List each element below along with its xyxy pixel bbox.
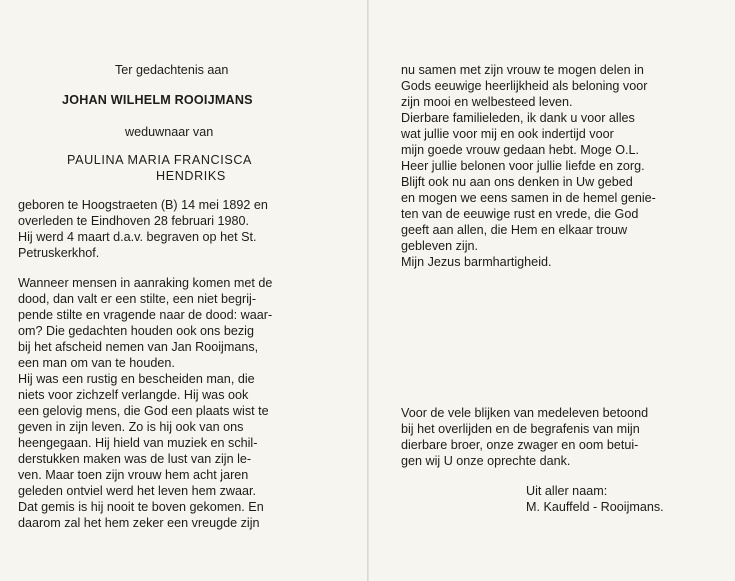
deceased-name: JOHAN WILHELM ROOIJMANS (62, 93, 253, 107)
spouse-name-line2: HENDRIKS (156, 169, 226, 183)
text-line: Mijn Jezus barmhartigheid. (401, 255, 552, 269)
text-line: ven. Maar toen zijn vrouw hem acht jaren (18, 468, 249, 482)
text-line: Gods eeuwige heerlijkheid als beloning voor (401, 79, 648, 93)
left-page (0, 0, 367, 581)
text-line: daarom zal het hem zeker een vreugde zijn (18, 516, 260, 530)
text-line: geven in zijn leven. Zo is hij ook van ons (18, 420, 244, 434)
biography-line: geboren te Hoogstraeten (B) 14 mei 1892 en (18, 198, 268, 212)
text-line: Heer jullie belonen voor jullie liefde en zorg. (401, 159, 645, 173)
text-line: dood, dan valt er een stilte, een niet begrij- (18, 292, 257, 306)
thanks-line: gen wij U onze oprechte dank. (401, 454, 571, 468)
text-line: en mogen we eens samen in de hemel genie- (401, 191, 656, 205)
thanks-line: dierbare broer, onze zwager en oom betui- (401, 438, 639, 452)
thanks-line: Voor de vele blijken van medeleven betoond (401, 406, 649, 420)
signature-name: M. Kauffeld - Rooijmans. (526, 500, 664, 514)
text-line: om? Die gedachten houden ook ons bezig (18, 324, 254, 338)
text-line: Blijft ook nu aan ons denken in Uw gebed (401, 175, 633, 189)
spouse-name-line1: PAULINA MARIA FRANCISCA (67, 153, 253, 167)
text-line: Wanneer mensen in aanraking komen met de (18, 276, 273, 290)
biography-line: overleden te Eindhoven 28 februari 1980. (18, 214, 250, 228)
text-line: niets voor zichzelf verlangde. Hij was ook (18, 388, 249, 402)
text-line: geeft aan allen, die Hem en elkaar trouw (401, 223, 628, 237)
text-line: bij het afscheid nemen van Jan Rooijmans, (18, 340, 259, 354)
text-line: pende stilte en vragende naar de dood: waar- (18, 308, 273, 322)
text-line: geleden ontviel werd het leven hem zwaar. (18, 484, 257, 498)
text-line: Dat gemis is hij nooit te boven gekomen. En (18, 500, 264, 514)
text-line: nu samen met zijn vrouw te mogen delen in (401, 63, 644, 77)
text-line: een gelovig mens, die God een plaats wist te (18, 404, 269, 418)
text-line: Hij was een rustig en bescheiden man, die (18, 372, 255, 386)
biography-line: Hij werd 4 maart d.a.v. begraven op het St. (18, 230, 257, 244)
biography-line: Petruskerkhof. (18, 246, 100, 260)
heading-intro: Ter gedachtenis aan (115, 63, 229, 77)
text-line: Dierbare familieleden, ik dank u voor alles (401, 111, 635, 125)
relation-text: weduwnaar van (125, 125, 214, 139)
text-line: gebleven zijn. (401, 239, 479, 253)
text-line: zijn mooi en welbesteed leven. (401, 95, 573, 109)
signature-intro: Uit aller naam: (526, 484, 608, 498)
thanks-line: bij het overlijden en de begrafenis van mijn (401, 422, 640, 436)
text-line: heengegaan. Hij hield van muziek en schil- (18, 436, 258, 450)
text-line: wat jullie voor mij en ook indertijd voor (401, 127, 614, 141)
text-line: mijn goede vrouw gedaan hebt. Moge O.L. (401, 143, 640, 157)
right-page (369, 0, 735, 581)
text-line: een man om van te houden. (18, 356, 175, 370)
text-line: ten van de eeuwige rust en vrede, die God (401, 207, 639, 221)
text-line: derstukken maken was de lust van zijn le- (18, 452, 252, 466)
